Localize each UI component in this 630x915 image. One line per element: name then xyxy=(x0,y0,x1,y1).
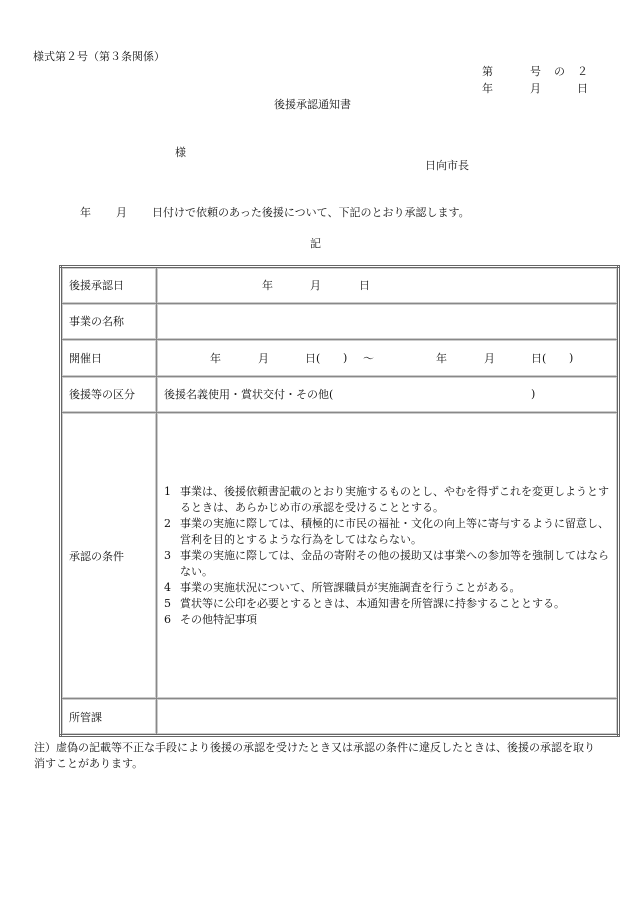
footnote: 注）虚偽の記載等不正な手段により後援の承認を受けたとき又は承認の条件に違反したときは、後援の承認を取り消すことがあります。 xyxy=(34,741,595,770)
category-text: 後援名義使用・賞状交付・その他( xyxy=(164,388,334,402)
table-row xyxy=(61,340,619,377)
table-row xyxy=(61,699,619,736)
table-row xyxy=(61,267,619,304)
condition-item xyxy=(164,612,610,628)
table-row xyxy=(61,376,619,413)
approval-nen: 年 xyxy=(262,279,273,293)
condition-text: 賞状等に公印を必要とするときは、本通知書を所管課に持参することとする。 xyxy=(180,596,565,610)
condition-item xyxy=(164,516,610,548)
event-tsuki2: 月 xyxy=(484,351,495,365)
approval-hi: 日 xyxy=(359,279,370,293)
category-label: 後援等の区分 xyxy=(61,376,157,413)
header-nen: 年 xyxy=(482,82,493,95)
event-hi2: 日( xyxy=(531,351,547,365)
approval-date-label: 後援承認日 xyxy=(61,267,157,304)
condition-text: その他特記事項 xyxy=(180,612,257,626)
event-hi1: 日( xyxy=(305,351,321,365)
addressee-sama: 様 xyxy=(175,146,186,159)
conditions-label: 承認の条件 xyxy=(61,413,157,699)
condition-text: 事業は、後援依頼書記載のとおり実施するものとし、やむを得ずこれを変更しようとするときは、あらかじめ市の承認を受けることとする。 xyxy=(180,484,609,514)
event-date-label: 開催日 xyxy=(61,340,157,377)
category-close: ) xyxy=(531,387,536,401)
condition-number: 5 xyxy=(164,596,171,610)
table-row xyxy=(61,303,619,340)
condition-item xyxy=(164,484,610,516)
form-number: 様式第２号（第３条関係） xyxy=(33,50,165,63)
project-name-cell xyxy=(157,303,619,340)
condition-text: 事業の実施に際しては、積極的に市民の福祉・文化の向上等に寄与するように留意し、営利を目的とするような行為をしてはならない。 xyxy=(180,516,609,546)
header-go: 号 xyxy=(530,65,541,78)
event-nen2: 年 xyxy=(436,351,447,365)
condition-item xyxy=(164,548,610,580)
body-text: 日付けで依頼のあった後援について、下記のとおり承認します。 xyxy=(152,206,470,219)
header-no: の xyxy=(554,65,565,78)
table-row xyxy=(61,413,619,699)
document-title: 後援承認通知書 xyxy=(274,98,351,111)
event-paren1: ) xyxy=(343,351,348,365)
category-cell xyxy=(157,376,619,413)
conditions-cell xyxy=(157,413,619,699)
event-paren2: ) xyxy=(569,351,574,365)
approval-date-cell xyxy=(157,267,619,304)
approval-table xyxy=(59,265,620,737)
event-date-cell xyxy=(157,340,619,377)
header-dai: 第 xyxy=(482,65,493,78)
body-tsuki: 月 xyxy=(116,206,127,219)
condition-text: 事業の実施状況について、所管課職員が実施調査を行うことがある。 xyxy=(180,580,521,594)
condition-number: 4 xyxy=(164,580,171,594)
body-nen: 年 xyxy=(80,206,91,219)
header-two: ２ xyxy=(577,65,588,78)
condition-number: 3 xyxy=(164,548,171,562)
project-name-label: 事業の名称 xyxy=(61,303,157,340)
condition-item xyxy=(164,580,610,596)
header-tsuki: 月 xyxy=(530,82,541,95)
condition-item xyxy=(164,596,610,612)
event-tilde: ～ xyxy=(363,351,374,365)
ki-heading: 記 xyxy=(310,237,321,250)
condition-number: 2 xyxy=(164,516,171,530)
approval-tsuki: 月 xyxy=(310,279,321,293)
header-hi: 日 xyxy=(577,82,588,95)
department-cell xyxy=(157,699,619,736)
event-tsuki1: 月 xyxy=(258,351,269,365)
event-nen1: 年 xyxy=(210,351,221,365)
condition-number: 1 xyxy=(164,484,171,498)
condition-text: 事業の実施に際しては、金品の寄附その他の援助又は事業への参加等を強制してはならない。 xyxy=(180,548,609,578)
issuer: 日向市長 xyxy=(425,159,469,172)
department-label: 所管課 xyxy=(61,699,157,736)
condition-number: 6 xyxy=(164,612,171,626)
